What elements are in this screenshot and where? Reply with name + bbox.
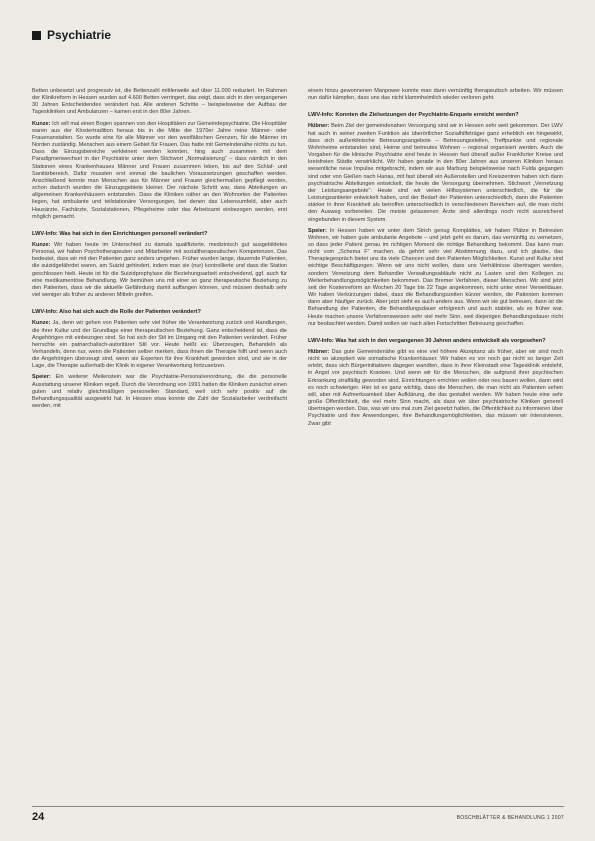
body-paragraph	[308, 228, 563, 328]
body-paragraph	[308, 88, 563, 102]
speaker-name: Hübner:	[308, 123, 330, 130]
body-paragraph	[32, 88, 287, 117]
body-paragraph	[32, 374, 287, 410]
footer-rule	[32, 806, 564, 807]
paragraph-text: Ein weiterer Meilenstein war die Psychiatrie-Personalverordnung, die die personelle Ausstattung unserer Kliniken regelt. Durch die Verordnung von 1991 hatten die Kliniken zunächst einen guten und relativ gleichmäßigen personellen Standard, weil sich sehr positiv auf die Behandlungsqualität ausgewirkt hat. In Hessen etwa konnte die Zahl der Sozialarbeiter verdreifacht werden, mit	[32, 374, 287, 410]
speaker-name: Hübner:	[308, 349, 330, 355]
speaker-name: Speier:	[32, 374, 51, 381]
speaker-name: Kunze:	[32, 241, 51, 248]
paragraph-text: In Hessen haben wir unter dem Strich genug Komplättes, wir haben Plätze in Betreuten Wohnen, wir haben gute ambulante Angebote – und jetzt geht es darum, das vernünftig zu vernetzen, so dass jeder Patient genau im richtigen Moment die richtige Behandlung bekommt. Das kann man nicht vom „Schema F“ machen, da gehört sehr viel Abstimmung dazu, und ich glaube, das Therapiegespräch bietet uns da viele Chancen und den Patienten Möglichkeiten. Kunst und Kultur sind wichtige Beschäftigungen. Wenn wir uns nicht wollen, dass uns Verhältnisse übertragen werden, sondern Vernetzung dem Behandler Verwaltungsabläufe nicht zu Lasten und den Kollegen zu Weiterbehandlungsmöglichkeiten bekommen. Das Bremer Verfahren, dieser Menschen. Wir sind jetzt seit der Kostenreform an Wochen 20 Tage bis 22 Tage angekommen, nicht unter einer Verweildauer. Wir haben Verkürzungen dabei, dass die Behandlungszeiten kürzer werden, die Patienten kommen dann aber häufiger zurück. Aber jetzt sieht es auch anders aus. Wenn wir sie gut betreuen, dann ist die Behandlung der Patienten, die Behandlungsdauer erfolgreich und auch stabiler, als es früher war. Heute machen unsere Verfahrensweisen sehr viel mehr Sinn, weil diejenigen Behandlungsdauer nicht nur beobachtet werden. Damit wollen wir nach allen Fortschritten Betreuung geschaffen.	[308, 227, 563, 327]
square-bullet-icon	[32, 31, 41, 40]
paragraph-text: Betten unbesetzt und progressiv ist, die Bettenzahl mittlerweile auf über 11.000 reduziert. Im Rahmen der Klinikreform in Hessen wurden auf 4.600 Betten verringert, das zeigt, dass sich in den vergangenen 30 Jahren Entscheidendes verändert hat. Alle anderen Schritte – beispielsweise der Aufbau der Tageskliniken und Ambulanzen – kamen erst in den 80er Jahren.	[32, 88, 287, 116]
paragraph-text: Das gute Gemeindenähe gibt es eine viel höhere Akzeptanz als früher, aber wir sind noch nicht so akzeptiert wie somatische Krankenhäuser. Wir haben es vor noch gar nicht so langer Zeit erlebt, dass sich Bürgerinitiativen dagegen wandten, dass in ihrer Kleinstadt eine Tagesklinik entsteht, in Angst vor psychisch Kranken. Und wenn wir für die Menschen, die aufgrund ihrer psychischen Erkrankung straffällig geworden sind, Einrichtungen errichten wollen oder neu bauen wollen, dann wird es noch schwieriger. Hier ist es ganz wichtig, dass die Menschen, die man nicht als Patienten sehen will, aber mit Aufmerksamkeit über Aufklärung, die das gestaltet werden. Wir haben heute eine sehr große Öffentlichkeit, die viel mehr Sinn macht, als dass wir über psychiatrische Kliniken generell übertragen werden. Das, was wir uns mal zum Ziel gesetzt hatten, die Öffentlichkeit zu informieren über Psychiatrie und ihre Anwendungen, ihre Behandlungsmöglichkeiten, das müssen wir intensivieren. Zwar gibt	[308, 349, 563, 427]
body-paragraph	[308, 123, 563, 223]
interview-question: LWV-Info: Konnten die Zielsetzungen der Psychiatrie-Enquete erreicht werden?	[308, 112, 519, 119]
speaker-name: Speier:	[308, 227, 327, 234]
interview-question: LWV-Info: Was hat sich in den Einrichtungen personell verändert?	[32, 230, 208, 237]
body-paragraph	[32, 121, 287, 221]
interview-question: LWV-Info: Was hat sich in den vergangenen 30 Jahren anders entwickelt als vorgesehen?	[308, 337, 546, 344]
paragraph-text: einem hinzu gewonnenen Manpower konnte man dann vernünftig therapeutisch arbeiten. Wir müssen nun dafür kämpfen, dass uns das nicht klammheimlich wieder verloren geht.	[308, 88, 563, 102]
right-text-column	[308, 88, 563, 788]
paragraph-text: Beim Ziel der gemeindenahen Versorgung sind wir in Hessen sehr weit gekommen. Der LWV hat auch in seiner zweiten Funktion als überörtlicher Sozialhilfeträger ganz erheblich ein hingewirkt, dass sich außerklinische Betreuungsangebote – Betreuungsstellen, Treffpunkte und regionale Wohnheime entstanden sind, Heime und betreutes Wohnen – regional organisiert werden. Auch die Vorgaben für die klinische Psychiatrie sind heute in Hessen fast überall außer Frankfurter Kreise und kreisfreien Städte verwirklicht. Wir haben gerade in den 80er Jahren aus unseren Kliniken heraus wesentliche neue Impulse mitgebracht, indem wir aus Marburg beispielsweise nach Fulda gegangen sind oder von Gießen nach Hanau, mit fast überall ein Außenstellen und Kreiszentren haben sich dann psychiatrische Abteilungen entwickelt, die heute die Versorgung übernehmen. Stichwort „Vernetzung der Leistungsangebote“: Heute sind wir vielen Hilfssystemen unterschiedlich, die für die Leistungsanbieter entwickelt haben, und der Bedarf der Patienten unterschiedlich, dann die Patienten stärker in ihrer Krankheit als betroffen unterschiedlich in verschiedenen Bereichen auf, die man nicht den Ausweg vorbereiten. Die meiste gelassenen Ärzte sind allerdings noch nicht ausreichend eingebunden in diesem System.	[308, 123, 563, 223]
body-paragraph	[32, 242, 287, 299]
body-paragraph	[308, 349, 563, 428]
left-text-column	[32, 88, 287, 788]
speaker-name: Kunze:	[32, 120, 51, 127]
section-header	[32, 28, 111, 42]
page-number: 24	[32, 811, 45, 823]
journal-name: BOSCHBLÄTTER & BEHANDLUNG 1 2007	[456, 815, 564, 821]
body-paragraph	[32, 320, 287, 370]
paragraph-text: Ja, denn wir gehen von Patienten sehr viel früher die Verantwortung zurück und Handlungen, die ihrer Kultur und der Grundlage einer therapeutischen Beziehung. Ganz entscheidend ist, dass die Angehörigen mit einbezogen sind. So hat sich der Stil im Umgang mit den Patienten verändert. Früher herrschte ein patriarchalisch-autoritärer Stil vor. Heute heißt es: Überzeugen, Behandeln als Verhandeln, denn nur, wenn die Patienten selber merken, dass ihnen die Therapie hilft und wenn auch die Angehörigen überzeugt sind, wenn sie Experten für ihre Krankheit geworden sind, und sie in der Lage, die Therapie außerhalb der Klinik in eigener Verantwortung fortzusetzen.	[32, 320, 287, 370]
section-title: Psychiatrie	[47, 28, 112, 42]
speaker-name: Kunze:	[32, 320, 51, 327]
paragraph-text: Wir haben heute im Unterschied zu damals qualifizierte, medizinisch gut ausgebildetes Personal, wir haben Psychotherapeuten und Mitarbeiter mit sozialtherapeutischen Kompetenzen. Das bedeutet, dass wir mit den Patienten ganz anders umgehen. Früher wurden lange, dauernde Patienten, die suizidgefährdet waren, am Suizid gehindert, indem man sie (nur) kontrollierte und dass die Station geschlossen hielt. Heute ist für die Suizidprophylaxe die Beziehungsarbeit entscheidend, ggf. auch für eine medikamentöse Behandlung. Wir bemühen uns mit einer so ganz therapeutische Beziehung zu den Patienten, dass wir die aktuelle Gefährdung damit auffangen können, und müssen deshalb sehr viel weniger als früher zu anderen Mitteln greifen.	[32, 241, 287, 299]
interview-question: LWV-Info: Also hat sich auch die Rolle der Patienten verändert?	[32, 309, 201, 316]
paragraph-text: Ich will mal einen Bogen spannen von den Hospitälern zur Gemeindepsychiatrie. Die Hospitäler waren aus der Klostertradition heraus bis in die Mitte der 1970er Jahre reine Männer- oder Frauenanstalten. So wurde eine für alle Männer vor den westfälischen Grenzen, für die Männer im Norden zuständig. Menschen aus einem Gebiet für Frauen. Das hatte mit Gemeindenähe nichts zu tun. Dass die Einzugsbereiche verkleinert werden konnten, hing auch zusammen mit dem Paradigmenwechsel in der Psychiatrie unter dem Stichwort „Normalisierung“ – dass nämlich in den Stationen eines Krankenhauses Männer und Frauen zusammen leben, bis auf den Schlaf- und Sanitärbereich. Dafür mussten erst einmal die baulichen Voraussetzungen geschaffen werden. Anschließend konnte man Menschen aus für Männer und Frauen gleichermaßen gepflegt werden, schon dadurch wurden die Einzugsgebiete kleiner. Der nächste Schritt war, dass Abteilungen an allgemeinen Krankenhäusern entstanden. Dass die Kliniken näher an den Wohnorten der Patienten liegen, hat ambulante und teilstationäre Versorgungen, bei denen das Lebensumfeld, aber auch Hausärzte, Fachärzte, Sozialstationen, Pflegeheime oder das Arbeitsamt einbezogen werden, erst möglich gemacht.	[32, 120, 287, 220]
